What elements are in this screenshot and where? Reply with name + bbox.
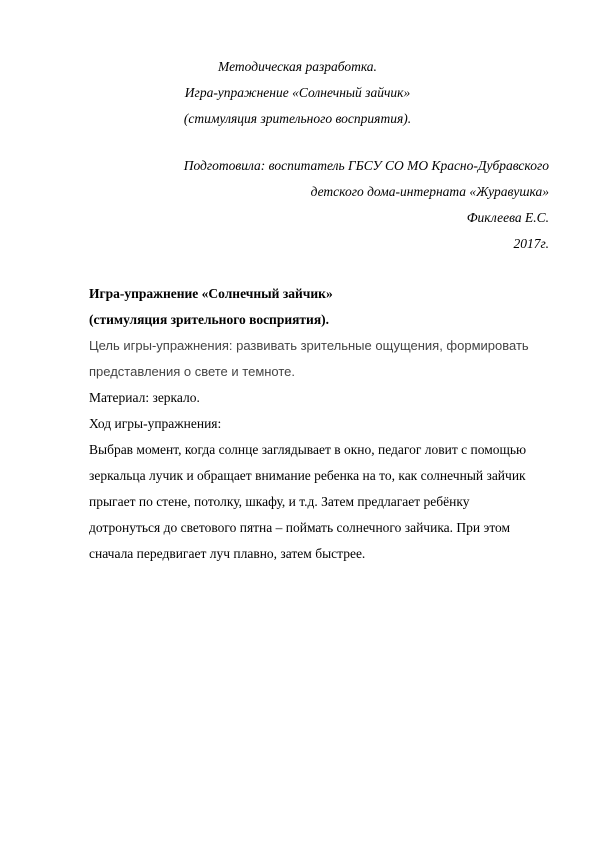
goal-line-2: представления о свете и темноте. <box>89 364 296 379</box>
author-line-1: Подготовила: воспитатель ГБСУ СО МО Красно-Дубравского <box>183 158 549 173</box>
body-subtitle: (стимуляция зрительного восприятия). <box>89 312 330 327</box>
author-year: 2017г. <box>513 236 549 251</box>
paragraph-line-2: зеркальца лучик и обращает внимание ребенка на то, как солнечный зайчик <box>89 468 526 483</box>
paragraph-line-4: дотронуться до светового пятна – поймать солнечного зайчика. При этом <box>89 520 511 535</box>
author-line-2: детского дома-интерната «Журавушка» <box>310 184 549 199</box>
paragraph-line-1: Выбрав момент, когда солнце заглядывает в окно, педагог ловит с помощью <box>89 442 527 457</box>
procedure-heading: Ход игры-упражнения: <box>89 416 222 431</box>
header-line-1: Методическая разработка. <box>218 59 377 74</box>
paragraph-line-5: сначала передвигает луч плавно, затем быстрее. <box>89 546 366 561</box>
material-line: Материал: зеркало. <box>89 390 200 405</box>
header-line-2: Игра-упражнение «Солнечный зайчик» <box>184 85 411 100</box>
goal-line-1: Цель игры-упражнения: развивать зрительные ощущения, формировать <box>89 338 529 353</box>
body-title: Игра-упражнение «Солнечный зайчик» <box>89 286 333 301</box>
author-name: Фиклеева Е.С. <box>466 210 549 225</box>
header-line-3: (стимуляция зрительного восприятия). <box>183 111 412 126</box>
paragraph-line-3: прыгает по стене, потолку, шкафу, и т.д. Затем предлагает ребёнку <box>89 494 470 509</box>
